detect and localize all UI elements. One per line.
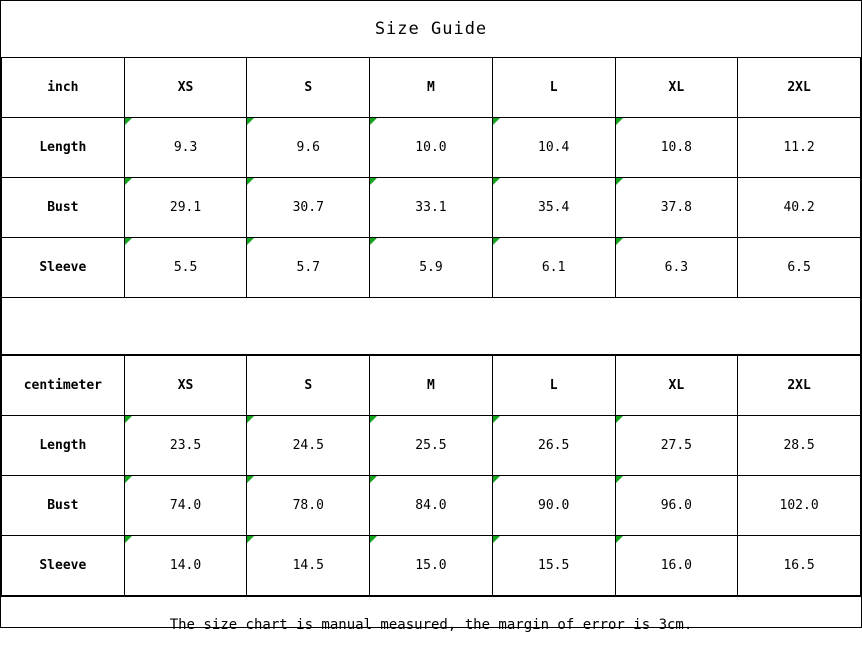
cell-length-l-cm: 26.5: [492, 416, 615, 476]
cell-bust-xl-inch: 37.8: [615, 178, 738, 238]
cell-sleeve-xl-inch: 6.3: [615, 238, 738, 298]
cell-bust-s-inch: 30.7: [247, 178, 370, 238]
cell-length-m-cm: 25.5: [370, 416, 493, 476]
size-header-xs: XS: [124, 58, 247, 118]
size-header-m: M: [370, 58, 493, 118]
cell-length-l-inch: 10.4: [492, 118, 615, 178]
size-header-xl: XL: [615, 58, 738, 118]
table-row: [2, 416, 861, 476]
cell-bust-m-cm: 84.0: [370, 476, 493, 536]
cell-sleeve-s-inch: 5.7: [247, 238, 370, 298]
cell-sleeve-s-cm: 14.5: [247, 536, 370, 596]
cell-sleeve-2xl-cm: 16.5: [738, 536, 861, 596]
inch-table-wrapper: [1, 57, 861, 298]
cell-bust-l-cm: 90.0: [492, 476, 615, 536]
page-title: Size Guide: [374, 19, 488, 39]
unit-label-inch: inch: [2, 58, 125, 118]
row-label-sleeve-cm: Sleeve: [2, 536, 125, 596]
cell-bust-xs-cm: 74.0: [124, 476, 247, 536]
cell-length-xl-cm: 27.5: [615, 416, 738, 476]
cell-bust-xs-inch: 29.1: [124, 178, 247, 238]
table-separator: [1, 298, 861, 355]
cell-length-xs-cm: 23.5: [124, 416, 247, 476]
size-header-l: L: [492, 58, 615, 118]
size-header-2xl-cm: 2XL: [738, 356, 861, 416]
cell-sleeve-xs-cm: 14.0: [124, 536, 247, 596]
cell-sleeve-l-cm: 15.5: [492, 536, 615, 596]
size-header-xs-cm: XS: [124, 356, 247, 416]
size-header-s: S: [247, 58, 370, 118]
cell-length-s-inch: 9.6: [247, 118, 370, 178]
cell-length-s-cm: 24.5: [247, 416, 370, 476]
centimeter-size-table: [1, 356, 861, 596]
table-header-row: [2, 356, 861, 416]
cell-sleeve-2xl-inch: 6.5: [738, 238, 861, 298]
unit-label-centimeter: centimeter: [2, 356, 125, 416]
row-label-length-cm: Length: [2, 416, 125, 476]
cell-length-xs-inch: 9.3: [124, 118, 247, 178]
size-header-s-cm: S: [247, 356, 370, 416]
table-row: [2, 118, 861, 178]
size-header-l-cm: L: [492, 356, 615, 416]
row-label-sleeve-inch: Sleeve: [2, 238, 125, 298]
table-row: [2, 536, 861, 596]
cell-sleeve-xs-inch: 5.5: [124, 238, 247, 298]
size-header-2xl: 2XL: [738, 58, 861, 118]
cell-sleeve-m-cm: 15.0: [370, 536, 493, 596]
cell-bust-2xl-inch: 40.2: [738, 178, 861, 238]
size-header-xl-cm: XL: [615, 356, 738, 416]
cell-bust-s-cm: 78.0: [247, 476, 370, 536]
cell-bust-m-inch: 33.1: [370, 178, 493, 238]
cell-sleeve-m-inch: 5.9: [370, 238, 493, 298]
cell-bust-xl-cm: 96.0: [615, 476, 738, 536]
cell-sleeve-xl-cm: 16.0: [615, 536, 738, 596]
row-label-length-inch: Length: [2, 118, 125, 178]
measurement-note: The size chart is manual measured, the margin of error is 3cm.: [1, 596, 861, 653]
cell-length-m-inch: 10.0: [370, 118, 493, 178]
cell-length-xl-inch: 10.8: [615, 118, 738, 178]
table-row: [2, 238, 861, 298]
cell-length-2xl-cm: 28.5: [738, 416, 861, 476]
size-header-m-cm: M: [370, 356, 493, 416]
cell-bust-l-inch: 35.4: [492, 178, 615, 238]
cell-bust-2xl-cm: 102.0: [738, 476, 861, 536]
row-label-bust-cm: Bust: [2, 476, 125, 536]
cell-sleeve-l-inch: 6.1: [492, 238, 615, 298]
table-header-row: [2, 58, 861, 118]
table-row: [2, 476, 861, 536]
table-row: [2, 178, 861, 238]
centimeter-table-wrapper: [1, 355, 861, 596]
row-label-bust-inch: Bust: [2, 178, 125, 238]
inch-size-table: [1, 58, 861, 298]
cell-length-2xl-inch: 11.2: [738, 118, 861, 178]
